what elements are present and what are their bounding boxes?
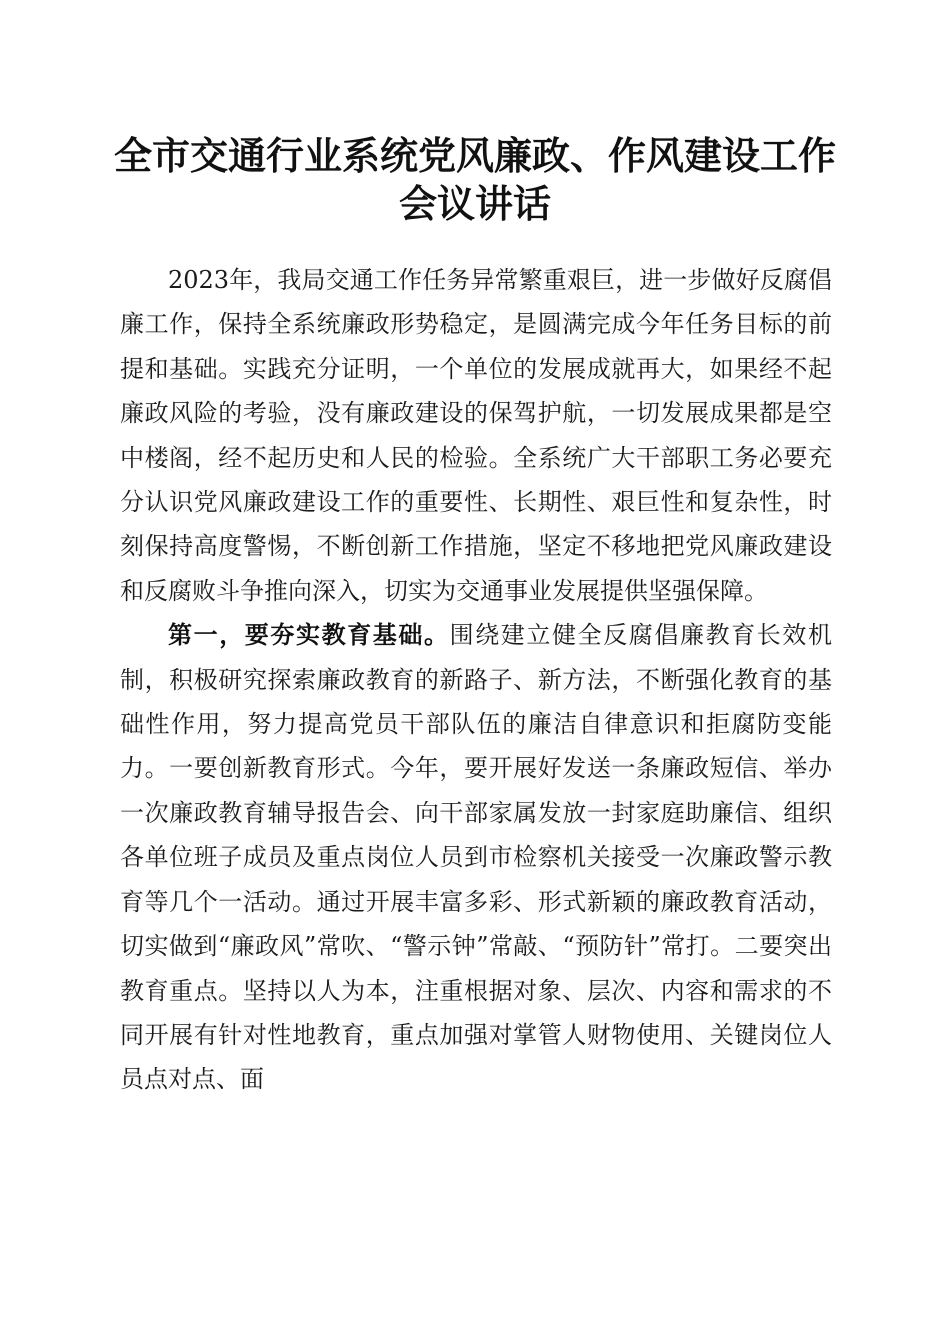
paragraph-education-text: 围绕建立健全反腐倡廉教育长效机制，积极研究探索廉政教育的新路子、新方法，不断强化教育的基础性作用，努力提高党员干部队伍的廉洁自律意识和拒腐防变能力。一要创新教育形式。今年，要开展好发送一条廉政短信、举办一次廉政教育辅导报告会、向干部家属发放一封家庭助廉信、组织各单位班子成员及重点岗位人员到市检察机关接受一次廉政警示教育等几个一活动。通过开展丰富多彩、形式新颖的廉政教育活动，切实做到“廉政风”常吹、“警示钟”常敲、“预防针”常打。二要突出教育重点。坚持以人为本，注重根据对象、层次、内容和需求的不同开展有针对性地教育，重点加强对掌管人财物使用、关键岗位人员点对点、面: [120, 621, 833, 1094]
paragraph-intro-text: 2023年，我局交通工作任务异常繁重艰巨，进一步做好反腐倡廉工作，保持全系统廉政形势稳定，是圆满完成今年任务目标的前提和基础。实践充分证明，一个单位的发展成就再大，如果经不起廉政风险的考验，没有廉政建设的保驾护航，一切发展成果都是空中楼阁，经不起历史和人民的检验。全系统广大干部职工务必要充分认识党风廉政建设工作的重要性、长期性、艰巨性和复杂性，时刻保持高度警惕，不断创新工作措施，坚定不移地把党风廉政建设和反腐败斗争推向深入，切实为交通事业发展提供坚强保障。: [120, 266, 832, 605]
paragraph-education: [120, 613, 832, 1101]
paragraph-intro: [120, 258, 832, 613]
page-title: 全市交通行业系统党风廉政、作风建设工作会议讲话: [113, 133, 836, 226]
document-body: [120, 258, 832, 1102]
paragraph-education-heading: 第一，要夯实教育基础。: [168, 620, 450, 650]
